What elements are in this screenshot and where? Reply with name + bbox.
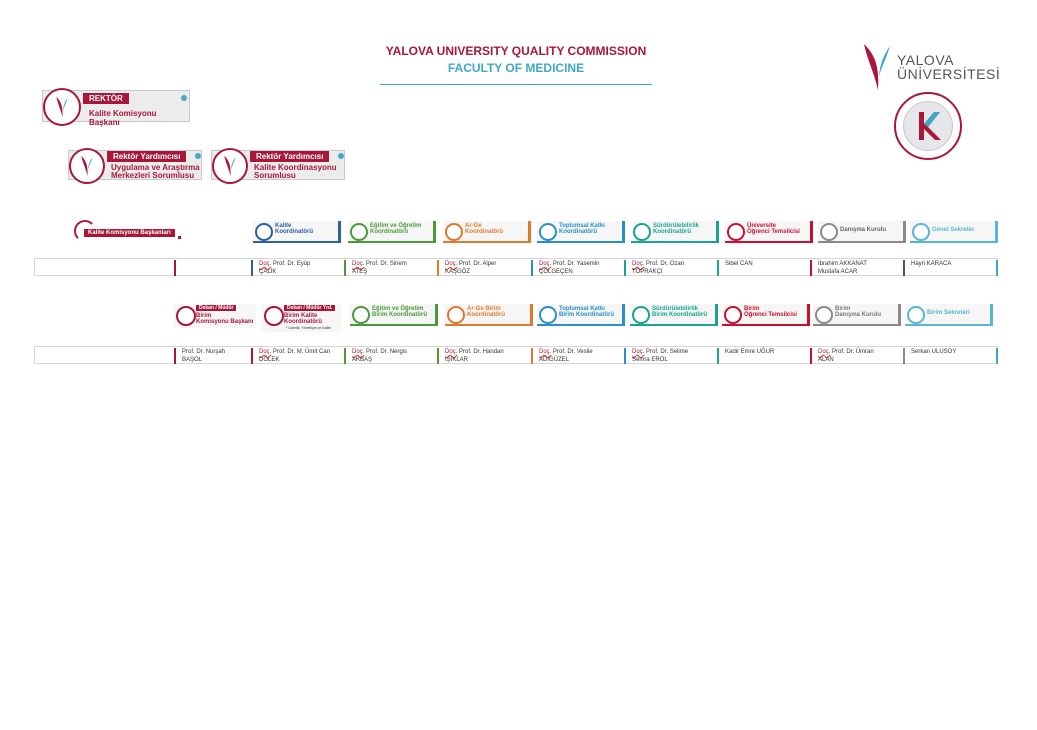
vice-rector-quality-dot [338,153,344,159]
role-label-2: Koordinatörü [467,312,505,318]
role-label-2: Birim Koordinatörü [559,312,614,318]
name-unit-education: Doç. Prof. Dr. Nergis AKBAŞ [352,349,408,363]
name-unit-head: Prof. Dr. Nurşah BAŞOL [182,349,226,363]
role-label-2: Danışma Kurulu [835,312,882,318]
role-unit-secretary [905,304,993,326]
role-kalite-coordinator [253,221,341,243]
role-unit-education-coordinator [350,304,438,326]
name-student-rep: Sibel CAN [725,261,753,267]
title-divider [380,84,652,85]
role-label-1: Sürdürülebilirlik [652,306,699,312]
name-sustainability: Doç. Prof. Dr. Ozan TOPRAKÇI [632,261,685,275]
top-names-row [34,258,998,276]
name-advisory: İbrahim AKKANAT Mustafa ACAR [818,261,867,275]
role-label-2: Birim Koordinatörü [652,312,707,318]
university-logo-icon [862,42,892,92]
vice-rector-research-label-1: Uygulama ve Araştırma [111,163,200,172]
role-label-2: Koordinatörü [465,229,503,235]
page-subtitle: FACULTY OF MEDICINE [447,61,585,75]
vice-rector-research-card [68,150,202,180]
page-title: YALOVA UNIVERSITY QUALITY COMMISSION [385,44,647,58]
commission-heads-label: Kalite Komisyonu Başkanları [84,229,175,237]
role-label-1: Üniversite [747,223,777,229]
vice-rector-research-dot [195,153,201,159]
name-unit-student-rep: Kadir Emre UĞUR [725,349,775,355]
name-unit-rnd: Doç. Prof. Dr. Handan IŞIKLAR [445,349,504,363]
role-note: * Liderlik, Yönetişim ve Kalite [286,326,332,330]
role-advisory-board [818,221,906,243]
role-label-1: Ar-Ge [465,223,482,229]
role-unit-advisory-board [813,304,901,326]
role-unit-social-coordinator [537,304,625,326]
role-label-2: Koordinatörü [559,229,597,235]
role-unit-quality-coordinator [262,304,342,332]
bottom-names-row [34,346,998,364]
rector-label: Kalite Komisyonu Başkanı [89,109,157,127]
role-label-1: Birim Sekreteri [927,310,970,316]
role-unit-sustainability-coordinator [630,304,718,326]
vice-rector-quality-label-2: Sorumlusu [254,171,296,180]
vice-rector-research-logo-icon [79,155,95,177]
role-label-2: Öğrenci Temsilcisi [744,312,797,318]
vice-rector-research-label-2: Merkezleri Sorumlusu [111,171,195,180]
vice-rector-quality-card [211,150,345,180]
role-label-1: Eğitim ve Öğretim [370,223,422,229]
role-label-1: Ar-Ge Birim [467,306,501,312]
name-unit-sustainability: Doç. Prof. Dr. Selime Semra EROL [632,349,689,363]
name-unit-quality: Doç. Prof. Dr. M. Ümit Can DÖLEK [259,349,331,363]
role-top-ribbon: Dekan / Müdür Yrd. [284,305,335,311]
role-label-1: Genel Sekreter [932,227,975,233]
name-education: Doç. Prof. Dr. Sinem ATEŞ [352,261,407,275]
role-label-1: Birim Kalite [284,313,318,319]
university-logo-text [897,53,1000,81]
role-label-1: Birim [196,313,212,319]
vice-rector-quality-logo-icon [222,155,238,177]
role-unit-commission-head [174,304,256,328]
name-unit-advisory: Doç. Prof. Dr. Ümran ALAN [818,349,874,363]
rector-dot [181,95,187,101]
name-unit-social: Doç. Prof. Dr. Vesile ADIGÜZEL [539,349,593,363]
role-label-1: Toplumsal Katkı [559,223,605,229]
role-label-2: Koordinatörü [275,229,313,235]
role-social-coordinator [537,221,625,243]
vice-rector-quality-ribbon: Rektör Yardımcısı [250,151,329,162]
role-label-2: Koordinatörü [370,229,408,235]
commission-heads-banner [74,220,182,242]
rector-card [42,90,190,127]
role-label-1: Birim [744,306,760,312]
role-label-2: Koordinatörü [284,319,322,325]
role-label-1: Toplumsal Katkı [559,306,605,312]
role-sustainability-coordinator [631,221,719,243]
role-general-secretary [910,221,998,243]
name-general-secretary: Hayri KARACA [911,261,952,267]
role-label-2: Komisyonu Başkanı [196,319,254,325]
role-label-2: Öğrenci Temsilcisi [747,229,800,235]
quality-seal-icon [894,92,962,160]
role-label-1: Kalite [275,223,292,229]
role-student-representative [725,221,813,243]
name-kalite: Doç. Prof. Dr. Eyüp ÇALIK [259,261,311,275]
role-label-2: Birim Koordinatörü [372,312,427,318]
rector-ribbon: REKTÖR [83,93,129,104]
role-label-1: Sürdürülebilirlik [653,223,700,229]
role-unit-rnd-coordinator [445,304,533,326]
role-top-ribbon: Dekan / Müdür [196,305,236,311]
name-unit-secretary: Serkan ULUSOY [911,349,957,355]
role-label-1: Danışma Kurulu [840,227,887,233]
logo-line1: YALOVA [897,52,954,68]
vice-rector-quality-label-1: Kalite Koordinasyonu [254,163,337,172]
rector-logo-icon [54,96,70,118]
role-label-2: Koordinatörü [653,229,691,235]
vice-rector-research-ribbon: Rektör Yardımcısı [107,151,186,162]
logo-line2: ÜNİVERSİTESİ [897,66,1001,82]
role-education-coordinator [348,221,436,243]
role-label-1: Eğitim ve Öğretim [372,306,424,312]
name-rnd: Doç. Prof. Dr. Alper KAŞGÖZ [445,261,497,275]
role-rnd-coordinator [443,221,531,243]
role-unit-student-representative [722,304,810,326]
role-label-1: Birim [835,306,851,312]
name-social: Doç. Prof. Dr. Yasemin ÇÖLGEÇEN [539,261,600,275]
